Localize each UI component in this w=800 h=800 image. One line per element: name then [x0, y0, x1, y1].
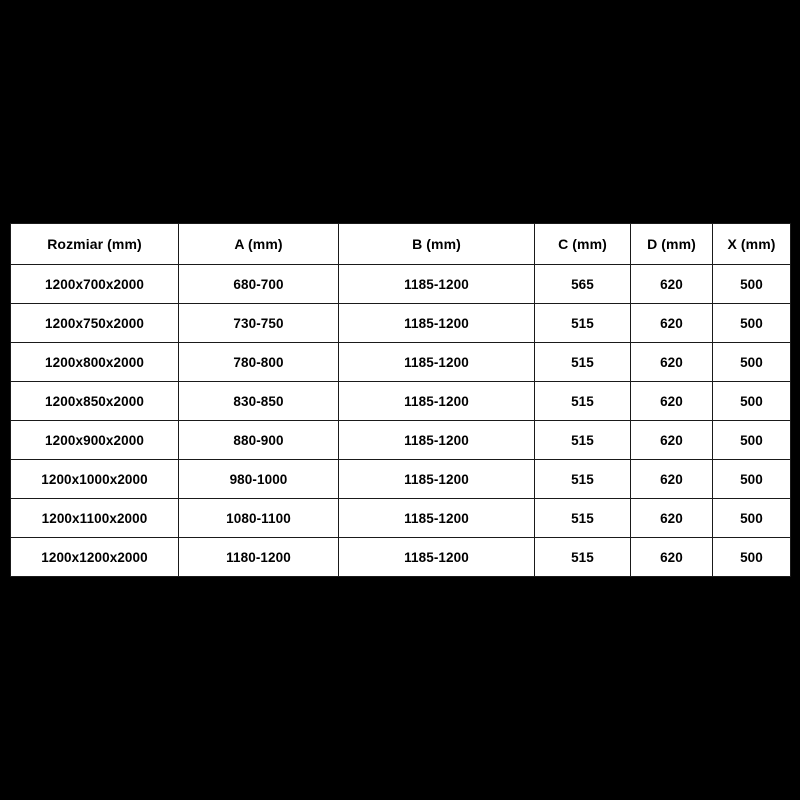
cell-a: 980-1000	[179, 460, 339, 499]
cell-b: 1185-1200	[339, 265, 535, 304]
cell-a: 830-850	[179, 382, 339, 421]
table-row	[11, 265, 791, 304]
cell-x: 500	[713, 265, 791, 304]
cell-rozmiar: 1200x1000x2000	[11, 460, 179, 499]
cell-rozmiar: 1200x1100x2000	[11, 499, 179, 538]
cell-a: 730-750	[179, 304, 339, 343]
column-header-b: B (mm)	[339, 224, 535, 265]
cell-x: 500	[713, 304, 791, 343]
cell-c: 515	[535, 304, 631, 343]
cell-b: 1185-1200	[339, 304, 535, 343]
cell-rozmiar: 1200x750x2000	[11, 304, 179, 343]
cell-c: 515	[535, 538, 631, 577]
cell-rozmiar: 1200x850x2000	[11, 382, 179, 421]
cell-d: 620	[631, 382, 713, 421]
cell-b: 1185-1200	[339, 421, 535, 460]
cell-x: 500	[713, 343, 791, 382]
cell-x: 500	[713, 460, 791, 499]
table-header-row	[11, 224, 791, 265]
column-header-x: X (mm)	[713, 224, 791, 265]
cell-rozmiar: 1200x1200x2000	[11, 538, 179, 577]
cell-d: 620	[631, 538, 713, 577]
cell-x: 500	[713, 538, 791, 577]
cell-d: 620	[631, 460, 713, 499]
table-row	[11, 343, 791, 382]
table-row	[11, 421, 791, 460]
column-header-d: D (mm)	[631, 224, 713, 265]
cell-a: 1180-1200	[179, 538, 339, 577]
size-table	[10, 223, 791, 577]
table-row	[11, 538, 791, 577]
column-header-c: C (mm)	[535, 224, 631, 265]
cell-c: 515	[535, 343, 631, 382]
cell-b: 1185-1200	[339, 460, 535, 499]
cell-d: 620	[631, 304, 713, 343]
table-row	[11, 499, 791, 538]
cell-b: 1185-1200	[339, 382, 535, 421]
cell-c: 515	[535, 499, 631, 538]
cell-rozmiar: 1200x800x2000	[11, 343, 179, 382]
cell-rozmiar: 1200x700x2000	[11, 265, 179, 304]
cell-d: 620	[631, 343, 713, 382]
cell-x: 500	[713, 382, 791, 421]
cell-x: 500	[713, 421, 791, 460]
cell-a: 1080-1100	[179, 499, 339, 538]
cell-b: 1185-1200	[339, 343, 535, 382]
size-table-container	[10, 223, 790, 577]
cell-x: 500	[713, 499, 791, 538]
table-row	[11, 304, 791, 343]
cell-b: 1185-1200	[339, 499, 535, 538]
cell-d: 620	[631, 499, 713, 538]
cell-rozmiar: 1200x900x2000	[11, 421, 179, 460]
cell-d: 620	[631, 265, 713, 304]
cell-b: 1185-1200	[339, 538, 535, 577]
cell-c: 565	[535, 265, 631, 304]
table-row	[11, 460, 791, 499]
cell-a: 880-900	[179, 421, 339, 460]
column-header-rozmiar: Rozmiar (mm)	[11, 224, 179, 265]
cell-c: 515	[535, 460, 631, 499]
table-row	[11, 382, 791, 421]
column-header-a: A (mm)	[179, 224, 339, 265]
cell-a: 680-700	[179, 265, 339, 304]
cell-c: 515	[535, 421, 631, 460]
cell-a: 780-800	[179, 343, 339, 382]
cell-c: 515	[535, 382, 631, 421]
cell-d: 620	[631, 421, 713, 460]
